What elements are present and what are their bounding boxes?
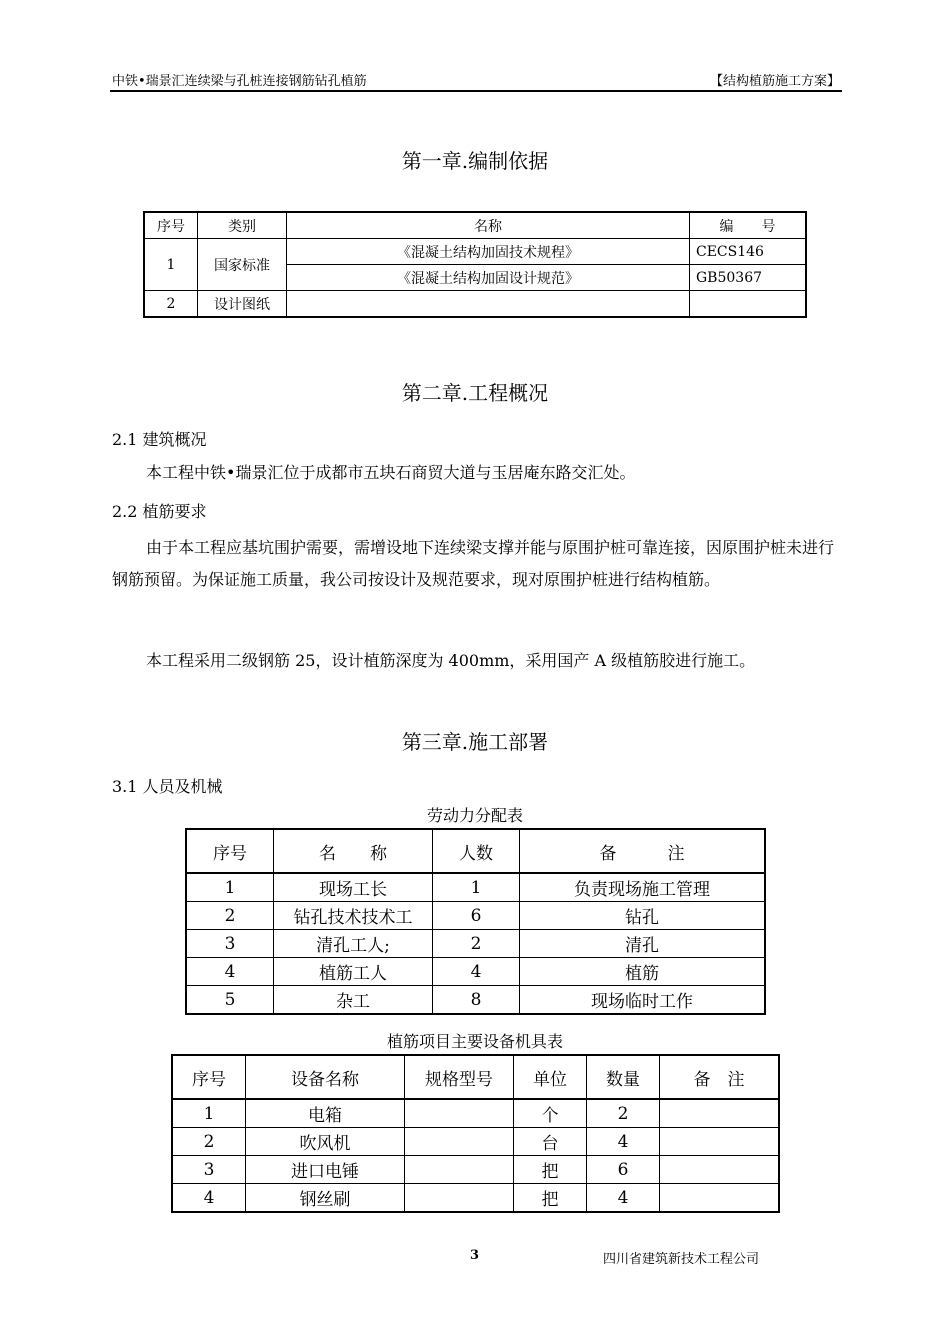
table-row — [186, 902, 765, 930]
chapter-1-title: 第一章.编制依据 — [401, 149, 549, 173]
section-3-1-title: 3.1 人员及机械 — [112, 777, 223, 796]
labor-table — [185, 828, 766, 1015]
section-2-1-title: 2.1 建筑概况 — [112, 430, 207, 449]
header-no: 序号 — [186, 829, 274, 873]
cell-quantity: 4 — [587, 1128, 660, 1156]
cell-name: 清孔工人; — [274, 930, 433, 958]
row-code: CECS146 — [690, 239, 807, 265]
cell-notes — [660, 1184, 780, 1213]
cell-count: 4 — [433, 958, 520, 986]
table-header-row — [144, 212, 806, 239]
cell-spec — [405, 1156, 514, 1184]
section-2-1-paragraph: 本工程中铁•瑞景汇位于成都市五块石商贸大道与玉居庵东路交汇处。 — [146, 463, 636, 482]
header-left-title: 中铁•瑞景汇连续梁与孔桩连接钢筋钻孔植筋 — [112, 74, 367, 89]
table-row — [186, 930, 765, 958]
table-row — [144, 239, 806, 265]
cell-count: 6 — [433, 902, 520, 930]
cell-equipment-name: 电箱 — [246, 1099, 405, 1128]
header-notes: 备 注 — [520, 829, 766, 873]
cell-equipment-name: 钢丝刷 — [246, 1184, 405, 1213]
row-code: GB50367 — [690, 265, 807, 291]
cell-no: 2 — [172, 1128, 246, 1156]
cell-notes: 钻孔 — [520, 902, 766, 930]
cell-name: 现场工长 — [274, 873, 433, 902]
cell-quantity: 2 — [587, 1099, 660, 1128]
header-count: 人数 — [433, 829, 520, 873]
cell-notes: 负责现场施工管理 — [520, 873, 766, 902]
header-spec: 规格型号 — [405, 1055, 514, 1099]
page-number: 3 — [470, 1248, 480, 1263]
section-2-2-title: 2.2 植筋要求 — [112, 502, 207, 521]
cell-no: 3 — [186, 930, 274, 958]
header-code: 编 号 — [690, 212, 807, 239]
row-no: 2 — [144, 291, 198, 318]
header-equipment-name: 设备名称 — [246, 1055, 405, 1099]
row-name — [287, 291, 690, 318]
header-no: 序号 — [144, 212, 198, 239]
chapter-3-title: 第三章.施工部署 — [401, 730, 549, 754]
header-right-title: 【结构植筋施工方案】 — [709, 74, 840, 89]
cell-no: 1 — [186, 873, 274, 902]
cell-unit: 个 — [514, 1099, 587, 1128]
table-row — [186, 986, 765, 1015]
header-name: 名称 — [287, 212, 690, 239]
cell-notes — [660, 1099, 780, 1128]
section-2-2-paragraph-1: 由于本工程应基坑围护需要，需增设地下连续梁支撑并能与原围护桩可靠连接，因原围护桩未进行钢筋预留。为保证施工质量，我公司按设计及规范要求，现对原围护桩进行结构植筋。 — [112, 538, 835, 589]
table-row — [172, 1156, 779, 1184]
cell-no: 4 — [186, 958, 274, 986]
header-name: 名 称 — [274, 829, 433, 873]
cell-no: 4 — [172, 1184, 246, 1213]
cell-unit: 把 — [514, 1156, 587, 1184]
row-category: 设计图纸 — [198, 291, 287, 318]
cell-notes: 植筋 — [520, 958, 766, 986]
cell-name: 钻孔技术技术工 — [274, 902, 433, 930]
table-header-row — [186, 829, 765, 873]
cell-spec — [405, 1128, 514, 1156]
cell-no: 1 — [172, 1099, 246, 1128]
cell-spec — [405, 1099, 514, 1128]
table-row — [172, 1184, 779, 1213]
cell-no: 3 — [172, 1156, 246, 1184]
footer-company: 四川省建筑新技术工程公司 — [603, 1252, 760, 1267]
cell-quantity: 4 — [587, 1184, 660, 1213]
row-no: 1 — [144, 239, 198, 291]
cell-spec — [405, 1184, 514, 1213]
header-no: 序号 — [172, 1055, 246, 1099]
cell-unit: 把 — [514, 1184, 587, 1213]
row-name: 《混凝土结构加固技术规程》 — [287, 239, 690, 265]
cell-unit: 台 — [514, 1128, 587, 1156]
cell-equipment-name: 吹风机 — [246, 1128, 405, 1156]
header-unit: 单位 — [514, 1055, 587, 1099]
table-header-row — [172, 1055, 779, 1099]
cell-notes — [660, 1156, 780, 1184]
cell-notes — [660, 1128, 780, 1156]
cell-no: 2 — [186, 902, 274, 930]
cell-quantity: 6 — [587, 1156, 660, 1184]
cell-no: 5 — [186, 986, 274, 1015]
table-row — [186, 958, 765, 986]
header-category: 类别 — [198, 212, 287, 239]
table-row — [144, 291, 806, 318]
table-row — [172, 1099, 779, 1128]
cell-equipment-name: 进口电锤 — [246, 1156, 405, 1184]
cell-name: 植筋工人 — [274, 958, 433, 986]
header-quantity: 数量 — [587, 1055, 660, 1099]
equipment-table — [171, 1054, 780, 1213]
table-row — [186, 873, 765, 902]
chapter-2-title: 第二章.工程概况 — [401, 381, 549, 405]
equipment-table-caption: 植筋项目主要设备机具表 — [386, 1032, 563, 1051]
labor-table-caption: 劳动力分配表 — [426, 806, 523, 825]
cell-notes: 现场临时工作 — [520, 986, 766, 1015]
cell-count: 8 — [433, 986, 520, 1015]
row-code — [690, 291, 807, 318]
cell-count: 2 — [433, 930, 520, 958]
row-category: 国家标准 — [198, 239, 287, 291]
table-row — [172, 1128, 779, 1156]
section-2-2-paragraph-2: 本工程采用二级钢筋 25，设计植筋深度为 400mm，采用国产 A 级植筋胶进行施工。 — [146, 651, 756, 670]
header-rule — [110, 90, 842, 92]
cell-count: 1 — [433, 873, 520, 902]
reference-table — [143, 211, 807, 318]
row-name: 《混凝土结构加固设计规范》 — [287, 265, 690, 291]
header-notes: 备 注 — [660, 1055, 780, 1099]
cell-name: 杂工 — [274, 986, 433, 1015]
cell-notes: 清孔 — [520, 930, 766, 958]
